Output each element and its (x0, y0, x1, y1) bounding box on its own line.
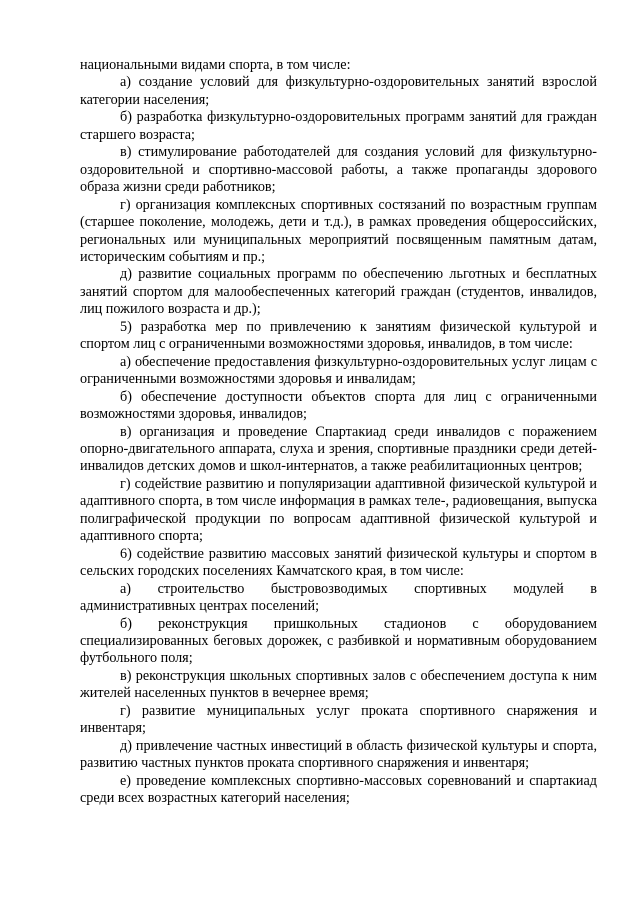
paragraph: в) реконструкция школьных спортивных залов с обеспечением доступа к ним жителей населенных пунктов в вечернее время; (80, 667, 597, 702)
paragraph: а) обеспечение предоставления физкультурно-оздоровительных услуг лицам с ограниченными возможностями здоровья и инвалидам; (80, 353, 597, 388)
paragraph: 6) содействие развитию массовых занятий физической культуры и спортом в сельских городских поселениях Камчатского края, в том числе: (80, 545, 597, 580)
paragraph: д) привлечение частных инвестиций в область физической культуры и спорта, развитию частных пунктов проката спортивного снаряжения и инвентаря; (80, 737, 597, 772)
paragraph: г) развитие муниципальных услуг проката спортивного снаряжения и инвентаря; (80, 702, 597, 737)
paragraph: 5) разработка мер по привлечению к занятиям физической культурой и спортом лиц с ограниченными возможностями здоровья, инвалидов, в том числе: (80, 318, 597, 353)
paragraph: национальными видами спорта, в том числе: (80, 57, 351, 73)
paragraph: г) содействие развитию и популяризации адаптивной физической культурой и адаптивного спорта, в том числе информация в рамках теле-, радиовещания, выпуска полиграфической продукции по вопросам адаптивной физической культурой и адаптивного спорта; (80, 475, 597, 545)
paragraph: в) стимулирование работодателей для создания условий для физкультурно-оздоровительной и спортивно-массовой работы, а также пропаганды здорового образа жизни среди работников; (80, 144, 597, 196)
document-body (80, 57, 597, 807)
paragraph: б) реконструкция пришкольных стадионов с оборудованием специализированных беговых дорожек, с разбивкой и нормативным оборудованием футбольного поля; (80, 615, 597, 667)
paragraph: а) создание условий для физкультурно-оздоровительных занятий взрослой категории населения; (80, 74, 597, 108)
paragraph: е) проведение комплексных спортивно-массовых соревнований и спартакиад среди всех возрастных категорий населения; (80, 772, 597, 807)
paragraph: б) разработка физкультурно-оздоровительных программ занятий для граждан старшего возраста; (80, 109, 597, 143)
paragraph: д) развитие социальных программ по обеспечению льготных и бесплатных занятий спортом для малообеспеченных категорий граждан (студентов, инвалидов, лиц пожилого возраста и др.); (80, 266, 597, 318)
paragraph: г) организация комплексных спортивных состязаний по возрастным группам (старшее поколение, молодежь, дети и т.д.), в рамках проведения общероссийских, региональных или муниципальных мероприятий посвященным памятным датам, историческим событиям и пр.; (80, 196, 597, 265)
paragraph: б) обеспечение доступности объектов спорта для лиц с ограниченными возможностями здоровья, инвалидов; (80, 388, 597, 423)
paragraph: а) строительство быстровозводимых спортивных модулей в административных центрах поселений; (80, 580, 597, 615)
paragraph: в) организация и проведение Спартакиад среди инвалидов с поражением опорно-двигательного аппарата, слуха и зрения, спортивные праздники среди детей-инвалидов детских домов и школ-интернатов, а также реабилитационных центров; (80, 423, 597, 475)
